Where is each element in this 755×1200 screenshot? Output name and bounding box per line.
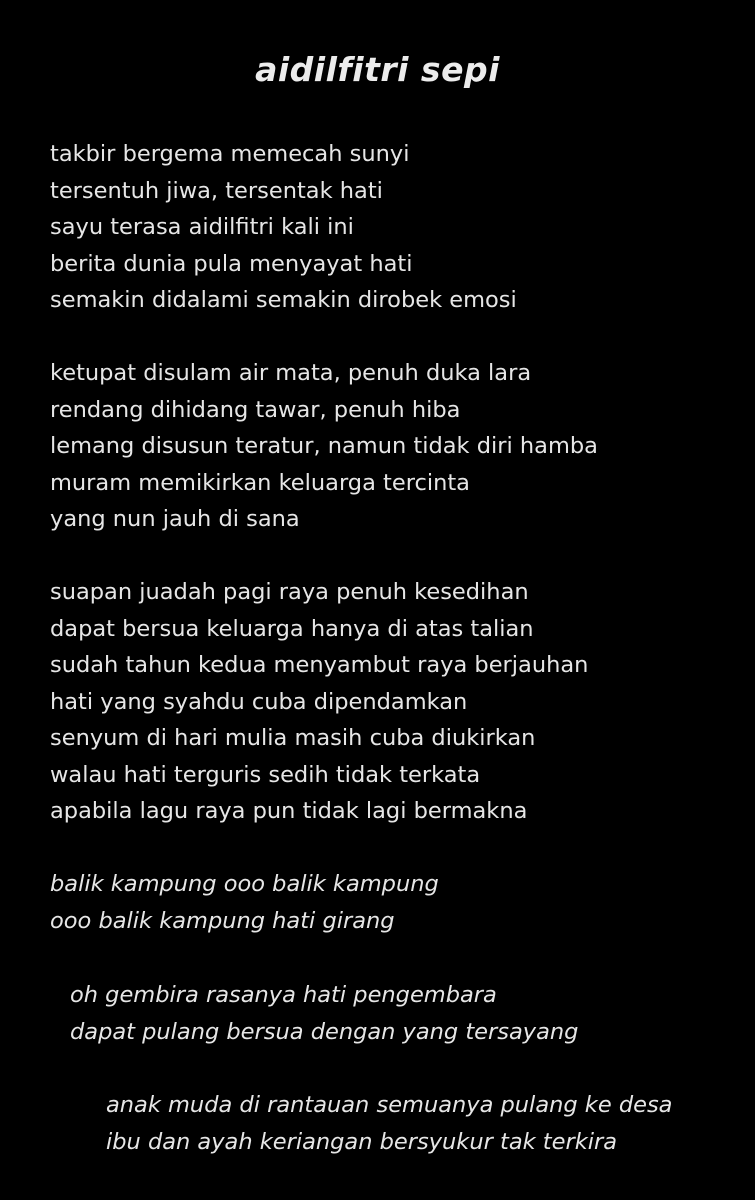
poem-line: walau hati terguris sedih tidak terkata [50,761,481,788]
poem-line: balik kampung ooo balik kampung [50,871,439,897]
poem-line: muram memikirkan keluarga tercinta [50,469,470,496]
poem-line: tersentuh jiwa, tersentak hati [50,177,383,204]
poem-line: hati yang syahdu cuba dipendamkan [50,688,468,715]
stanza-4 [50,866,439,939]
poem-line: anak muda di rantauan semuanya pulang ke desa [106,1092,673,1118]
stanza-3 [50,574,588,830]
poem-line: suapan juadah pagi raya penuh kesedihan [50,579,529,605]
stanza-1 [50,136,517,319]
stanza-2 [50,355,598,538]
poem-line: dapat pulang bersua dengan yang tersayang [70,1018,579,1045]
poem-line: apabila lagu raya pun tidak lagi bermakna [50,798,528,824]
poem-line: ketupat disulam air mata, penuh duka lara [50,360,532,386]
poem-line: lemang disusun teratur, namun tidak diri hamba [50,433,598,459]
poem-line: sayu terasa aidilfitri kali ini [50,214,354,240]
poem-line: senyum di hari mulia masih cuba diukirkan [50,725,536,751]
poem-line: oh gembira rasanya hati pengembara [70,982,497,1008]
stanza-5 [70,977,578,1050]
stanza-6 [106,1087,672,1160]
poem-line: ooo balik kampung hati girang [50,907,395,934]
poem-line: takbir bergema memecah sunyi [50,141,410,167]
poem-title: aidilfitri sepi [255,50,500,89]
poem-line: semakin didalami semakin dirobek emosi [50,287,517,313]
poem-line: yang nun jauh di sana [50,506,300,532]
poem-line: ibu dan ayah keriangan bersyukur tak terkira [106,1128,618,1155]
poem-line: berita dunia pula menyayat hati [50,250,413,277]
poem-line: sudah tahun kedua menyambut raya berjauhan [50,652,589,678]
poem-line: dapat bersua keluarga hanya di atas talian [50,615,534,642]
poem-line: rendang dihidang tawar, penuh hiba [50,396,461,423]
